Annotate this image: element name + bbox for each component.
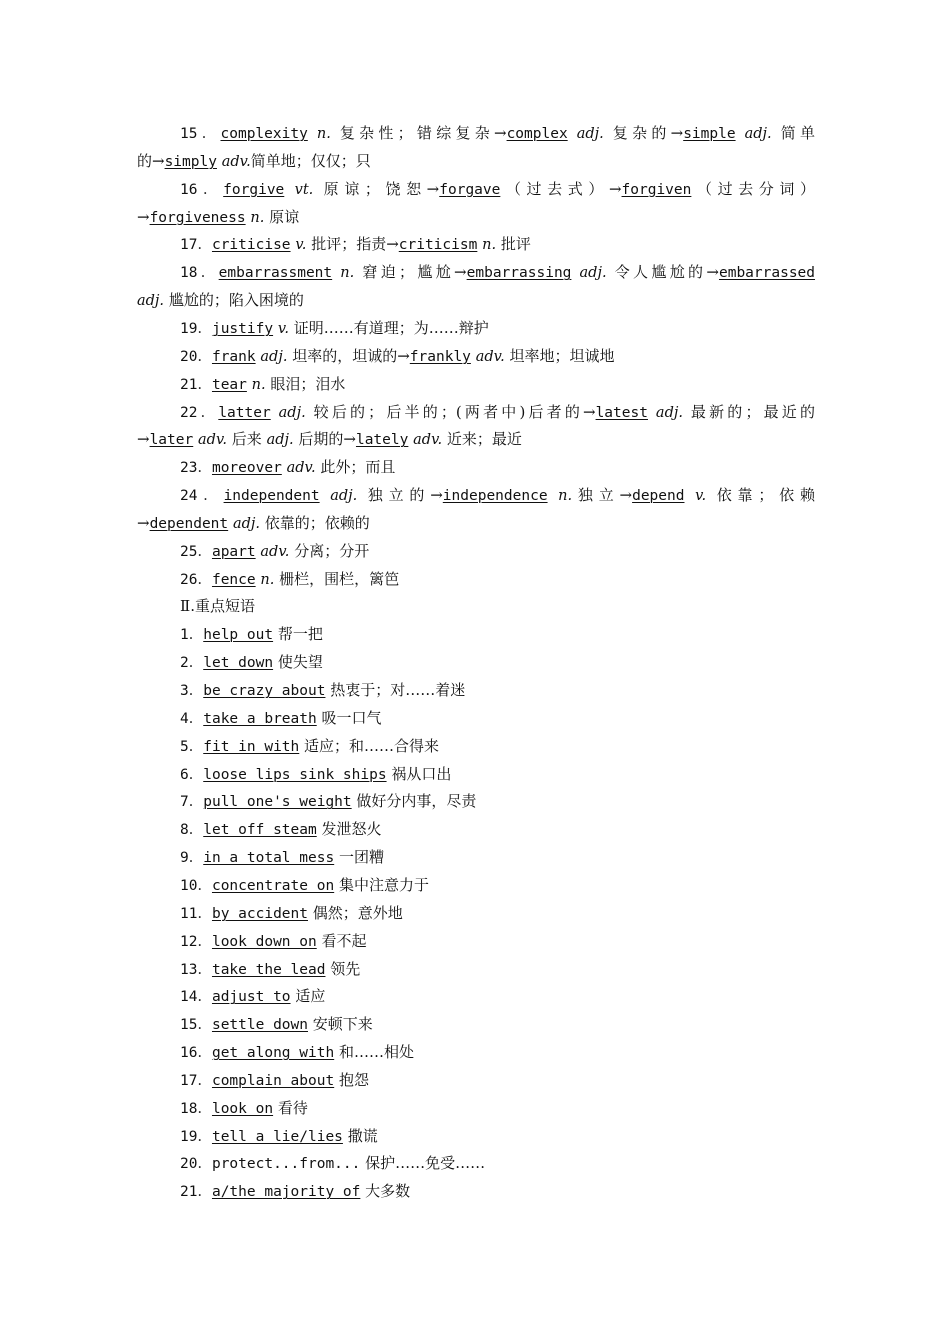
answer-word: moreover [211,460,282,477]
answer-word: let off steam [203,822,317,839]
item-number: 18． [180,1100,212,1117]
part-of-speech: n. [260,571,275,588]
document-line [137,899,815,927]
item-number: 14． [180,989,212,1006]
text [271,403,279,421]
answer-word: be crazy about [203,683,326,699]
text: 热衷于；对……着迷 [325,681,466,699]
text: 看待 [273,1098,308,1117]
part-of-speech: n. [250,209,265,226]
item-number: 7． [180,794,204,811]
item-number: 20．protect...from... [180,1156,361,1173]
part-of-speech: adv. [198,432,228,449]
document-line [137,425,815,453]
text: 令人尴尬的→ [606,263,719,282]
answer-word: help out [203,627,274,644]
item-number: 21． [180,1184,212,1201]
answer-word: independent [223,488,320,505]
document-line [137,147,815,175]
document-line [137,1094,815,1122]
item-number: 17． [180,1072,212,1089]
text: 独立→ [572,486,633,505]
answer-word: simply [164,153,217,170]
document-line [137,453,815,481]
answer-word: get along with [211,1045,335,1062]
item-number: 8． [180,822,204,839]
answer-word: later [149,432,194,449]
text: 发泄怒火 [316,820,382,839]
answer-word: fit in with [203,738,300,755]
text: 适应 [290,987,326,1006]
text [568,124,577,142]
text [571,263,579,281]
answer-word: take the lead [211,961,326,978]
text: 使失望 [273,653,323,672]
document-line [137,592,815,620]
answer-word: loose lips sink ships [203,766,387,783]
answer-word: embarrassed [718,265,816,282]
text: 独立的→ [357,486,443,505]
part-of-speech: n. [558,488,573,505]
document-line [137,1038,815,1066]
item-number: 17． [180,237,212,254]
item-number: 20． [180,348,212,365]
part-of-speech: v. [695,488,707,505]
item-number: 26． [180,571,212,588]
item-number: 15． [180,126,221,142]
item-number: 11． [180,905,212,922]
text: 坦率的，坦诚的→ [287,346,410,365]
text: 吸一口气 [316,708,382,727]
text: 此外；而且 [315,458,396,477]
item-number: 23． [180,460,212,477]
text [320,486,331,504]
item-number: 13． [180,961,212,978]
text: 眼泪；泪水 [265,374,346,393]
text: （过去式）→ [500,179,622,198]
item-number: 1． [180,627,204,644]
text: 做好分内事，尽责 [351,792,477,811]
text: 的→ [137,151,165,170]
part-of-speech: n. [482,237,497,254]
text: 栅栏，围栏，篱笆 [274,569,400,588]
text: 复杂的→ [603,124,684,142]
document-line [137,565,815,593]
text [548,486,559,504]
part-of-speech: adv. [286,460,316,477]
text: 偶然；意外地 [308,903,403,922]
text: 领先 [325,959,361,978]
document-line [137,927,815,955]
answer-word: complexity [220,126,308,142]
text: 复杂性；错综复杂→ [330,124,507,142]
item-number: 16． [180,181,224,198]
document-line [137,760,815,788]
answer-word: complain about [211,1072,335,1089]
document-line [137,982,815,1010]
part-of-speech: adj. [579,265,607,282]
item-number: 24． [180,488,224,505]
item-number: 5． [180,738,204,755]
answer-word: depend [632,488,685,505]
text: （过去分词） [691,179,815,198]
part-of-speech: adj. [576,126,604,142]
part-of-speech: adv. [475,348,505,365]
item-number: 25． [180,543,212,560]
answer-word: embarrassing [466,265,572,282]
text [648,403,656,421]
document-line [137,1122,815,1150]
text: 后来 [227,430,267,449]
answer-word: lately [355,432,409,449]
part-of-speech: adj. [330,488,358,505]
answer-word: a/the majority of [211,1184,361,1201]
part-of-speech: adv. [221,153,251,170]
answer-word: by accident [211,905,308,922]
text: 撒谎 [342,1126,378,1145]
text: 适应；和……合得来 [299,736,440,755]
part-of-speech: vt. [294,181,314,198]
text: 近来；最近 [442,430,522,449]
item-number: 10． [180,877,212,894]
document-line [137,676,815,704]
text: 简单 [771,124,815,142]
text: 较后的；后半的；(两者中)后者的→ [305,402,596,421]
text [736,124,745,142]
answer-word: adjust to [211,989,291,1006]
text: 安顿下来 [308,1015,373,1034]
document-line [137,815,815,843]
text [284,180,294,198]
answer-word: look down on [211,933,317,950]
item-number: 4． [180,710,204,727]
part-of-speech: v. [277,320,289,337]
part-of-speech: n. [316,126,331,142]
document-line [137,119,815,147]
text: 后期的→ [293,430,356,449]
text: 原谅 [264,207,300,226]
document-line [137,955,815,983]
document-line [137,230,815,258]
document-line [137,537,815,565]
answer-word: forgave [439,181,501,198]
answer-word: take a breath [203,710,317,727]
text: 尴尬的；陷入困境的 [164,291,304,310]
document-line [137,398,815,426]
item-number: 19． [180,1128,212,1145]
item-number: 22． [180,404,219,421]
part-of-speech: n. [251,376,266,393]
answer-word: settle down [211,1017,308,1034]
document-line [137,704,815,732]
answer-word: look on [211,1100,274,1117]
answer-word: forgive [223,181,285,198]
document-line [137,648,815,676]
answer-word: let down [203,655,274,672]
document-line [137,1066,815,1094]
answer-word: frankly [409,348,471,365]
part-of-speech: v. [295,237,307,254]
answer-word: apart [211,543,256,560]
text: 最新的；最近的 [682,402,815,421]
part-of-speech: n. [340,265,355,282]
answer-word: dependent [149,515,229,532]
text: Ⅱ.重点短语 [180,597,255,616]
answer-word: criticism [398,237,478,254]
answer-word: in a total mess [203,850,335,867]
part-of-speech: adj. [655,404,683,421]
answer-word: simple [683,126,736,142]
text: 简单地；仅仅；只 [250,151,371,170]
text: 抱怨 [334,1070,369,1089]
text: 批评 [496,235,531,254]
document-line [137,481,815,509]
text [684,486,695,504]
text: → [137,430,150,449]
text: 原谅；饶恕→ [313,179,440,198]
answer-word: independence [442,488,548,505]
text: 证明……有道理；为……辩护 [288,318,489,337]
item-number: 6． [180,766,204,783]
document-line [137,370,815,398]
text: → [137,513,150,532]
text [308,124,317,142]
text: 分离；分开 [289,541,370,560]
document-line [137,1010,815,1038]
item-number: 3． [180,683,204,699]
document-line [137,203,815,231]
document-line [137,286,815,314]
document-line [137,258,815,286]
document-line [137,1177,815,1205]
part-of-speech: adj. [137,293,165,310]
item-number: 12． [180,933,212,950]
answer-word: pull one's weight [203,794,352,811]
part-of-speech: adv. [260,543,290,560]
text: 依靠；依赖 [706,486,815,505]
text: 大多数 [360,1182,411,1201]
document-line [137,175,815,203]
item-number: 16． [180,1045,212,1062]
item-number: 15． [180,1017,212,1034]
text: 坦率地；坦诚地 [504,346,615,365]
item-number: 19． [180,320,212,337]
text: 批评；指责→ [306,235,399,254]
document-line [137,843,815,871]
text: 依靠的；依赖的 [259,513,370,532]
text: 一团糟 [334,848,384,867]
part-of-speech: adv. [413,432,443,449]
text: 集中注意力于 [334,875,429,894]
answer-word: justify [211,320,274,337]
answer-word: embarrassment [218,265,333,282]
document-line [137,342,815,370]
text: 看不起 [316,931,367,950]
part-of-speech: adj. [260,348,288,365]
document-line [137,1149,815,1177]
text: 祸从口出 [386,764,452,783]
answer-word: forgiveness [149,209,246,226]
part-of-speech: adj. [232,515,260,532]
answer-word: concentrate on [211,877,335,894]
item-number: 18． [180,265,219,282]
item-number: 9． [180,850,204,867]
text: 帮一把 [273,625,323,644]
part-of-speech: adj. [278,404,306,421]
item-number: 21． [180,376,212,393]
document-line [137,620,815,648]
text: 和……相处 [334,1043,414,1062]
text: → [137,207,150,226]
answer-word: forgiven [621,181,692,198]
document-line [137,732,815,760]
document-line [137,314,815,342]
answer-word: criticise [211,237,291,254]
item-number: 2． [180,655,204,672]
answer-word: tell a lie/lies [211,1128,343,1145]
part-of-speech: adj. [266,432,294,449]
document-line [137,787,815,815]
document-line [137,509,815,537]
answer-word: frank [211,348,256,365]
answer-word: complex [506,126,568,142]
answer-word: tear [211,376,247,393]
answer-word: fence [211,571,256,588]
document-line [137,871,815,899]
answer-word: latest [595,404,648,421]
text: 保护……免受…… [360,1154,486,1173]
answer-word: latter [218,404,271,421]
text: 窘迫；尴尬→ [354,263,467,282]
part-of-speech: adj. [744,126,772,142]
